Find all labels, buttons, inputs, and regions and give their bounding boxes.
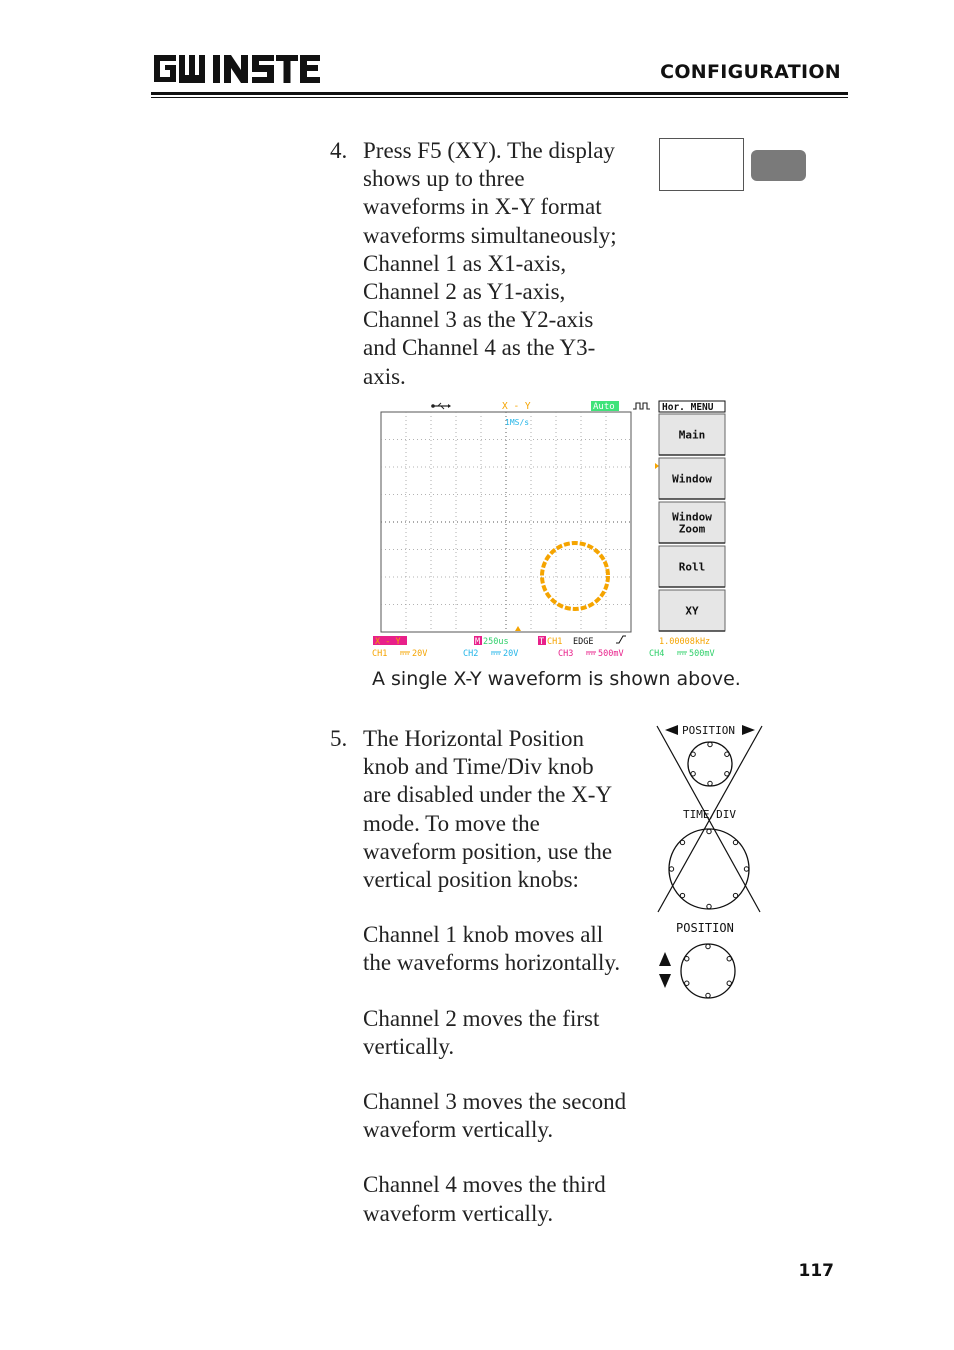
timebase: 250us [483, 637, 509, 647]
vertical-position-label: POSITION [676, 921, 734, 935]
f5-key-button[interactable] [751, 150, 806, 181]
step-4-line: axis. [363, 363, 406, 389]
softkey-label: XY [685, 604, 699, 618]
figure-caption: A single X-Y waveform is shown above. [372, 668, 741, 690]
step-5-number: 5. [330, 726, 348, 751]
softkey-label: Window [672, 472, 712, 486]
softkey-label: Main [678, 428, 706, 442]
step-5-line: Channel 3 moves the second [363, 1089, 627, 1115]
channel-scale: 20V [503, 649, 519, 659]
sample-rate: 1MS/s [505, 418, 530, 427]
softkey-xy[interactable] [659, 590, 725, 631]
channel-scale: 500mV [598, 649, 624, 659]
step-4-line: and Channel 4 as the Y3- [363, 335, 596, 361]
left-arrow-icon [665, 725, 678, 735]
step-5-line: waveform position, use the [363, 838, 613, 864]
softkey-window[interactable] [659, 458, 725, 499]
step-5-line: are disabled under the X-Y [363, 782, 613, 808]
channel-scale: 20V [412, 649, 428, 659]
step-4-line: Channel 1 as X1-axis, [363, 250, 567, 276]
channel-label: CH2 [463, 649, 479, 659]
frequency: 1.00008kHz [659, 637, 711, 647]
step-4-number: 4. [330, 138, 348, 163]
softkey-label: Zoom [678, 522, 706, 536]
up-arrow-icon [659, 952, 671, 966]
softkey-main[interactable] [659, 414, 725, 455]
channel-label: CH1 [372, 649, 388, 659]
step-5-line: vertical position knobs: [363, 867, 579, 893]
step-4-line: waveforms in X-Y format [363, 194, 602, 220]
step-4-line: shows up to three [363, 166, 525, 192]
step-5-line: knob and Time/Div knob [363, 754, 594, 780]
step-5-line: vertically. [363, 1033, 455, 1059]
menu-title: Hor. MENU [662, 402, 714, 413]
step-4-line: Channel 2 as Y1-axis, [363, 279, 566, 305]
step-5-line: mode. To move the [363, 810, 540, 836]
timebase-marker: M [475, 637, 481, 647]
channel-label: CH3 [558, 649, 574, 659]
step-5-line: Channel 4 moves the third [363, 1172, 606, 1198]
oscilloscope-xy-screen [370, 398, 728, 660]
step-4-text [363, 137, 617, 391]
step-5-paragraph [363, 1005, 663, 1061]
header-rule [151, 92, 848, 95]
trigger-type: EDGE [573, 637, 594, 647]
gw-instek-logo [152, 52, 324, 86]
softkey-label: Window [672, 510, 712, 524]
step-4-line: Channel 3 as the Y2-axis [363, 307, 594, 333]
softkey-menu [659, 414, 725, 631]
channel-label: CH4 [649, 649, 665, 659]
step-5-paragraph [363, 725, 663, 894]
step-5-text [363, 725, 663, 1255]
step-4-line: waveforms simultaneously; [363, 222, 617, 248]
header-rule-thin [151, 97, 848, 98]
trigger-state: Auto [593, 402, 615, 412]
softkey-display-box [659, 138, 744, 191]
trigger-source: CH1 [547, 637, 563, 647]
step-5-line: the waveforms horizontally. [363, 950, 621, 976]
time-div-label: TIME/DIV [683, 808, 736, 821]
softkey-label: Roll [678, 560, 706, 574]
right-arrow-icon [742, 725, 755, 735]
horizontal-position-knob[interactable] [688, 742, 732, 786]
step-5-paragraph [363, 1088, 663, 1144]
step-5-paragraph [363, 921, 663, 977]
softkey-window-zoom[interactable] [659, 502, 725, 543]
channel-scale: 500mV [689, 649, 715, 659]
step-5-line: waveform vertically. [363, 1200, 554, 1226]
page-number: 117 [798, 1261, 834, 1281]
time-div-knob[interactable] [669, 829, 749, 909]
mode-label: X - Y [502, 401, 531, 412]
softkey-roll[interactable] [659, 546, 725, 587]
vertical-position-knob[interactable] [681, 944, 735, 998]
step-5-line: The Horizontal Position [363, 726, 585, 751]
horizontal-position-label: POSITION [682, 724, 735, 737]
position-knobs-illustration [654, 722, 766, 1004]
status-mode: X - Y [375, 637, 401, 647]
down-arrow-icon [659, 974, 671, 988]
step-5-paragraph [363, 1171, 663, 1227]
step-5-line: Channel 2 moves the first [363, 1005, 600, 1031]
section-title: CONFIGURATION [660, 61, 841, 83]
step-4-line: Press F5 (XY). The display [363, 138, 615, 163]
step-5-line: waveform vertically. [363, 1117, 554, 1143]
step-5-line: Channel 1 knob moves all [363, 922, 604, 948]
trigger-marker: T [539, 637, 545, 647]
